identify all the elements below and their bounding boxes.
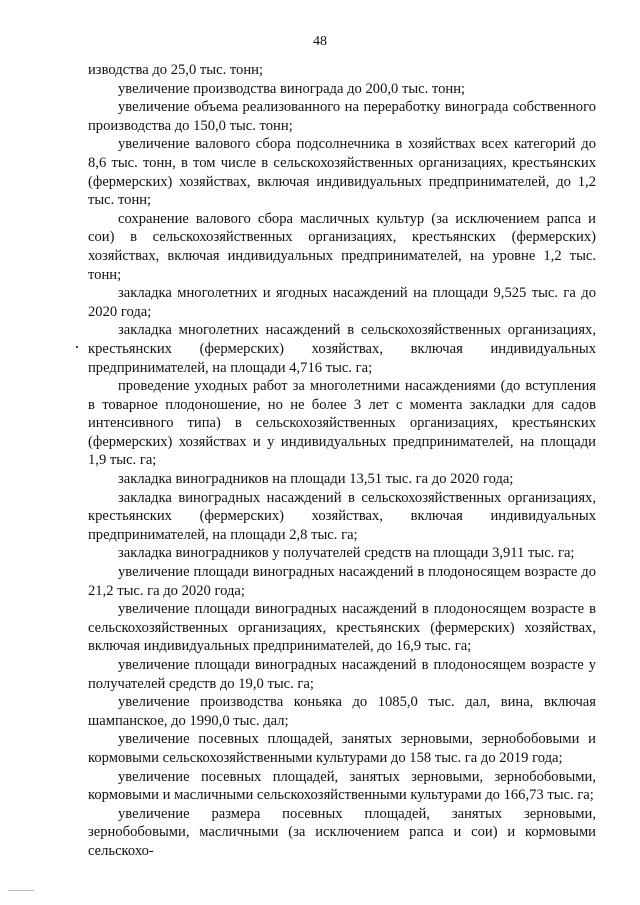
page-number: 48 bbox=[313, 34, 327, 49]
paragraph: увеличение площади виноградных насаждений в плодоносящем возрасте до 21,2 тыс. га до 2020 года; bbox=[88, 564, 596, 599]
paragraph: закладка многолетних и ягодных насаждений на площади 9,525 тыс. га до 2020 года; bbox=[88, 285, 596, 320]
paragraph: увеличение посевных площадей, занятых зерновыми, зернобобовыми и кормовыми сельскохозяйственными культурами до 158 тыс. га до 2019 года; bbox=[88, 731, 596, 766]
paragraph: увеличение производства винограда до 200,0 тыс. тонн; bbox=[118, 80, 466, 97]
paragraph: изводства до 25,0 тыс. тонн; bbox=[88, 62, 264, 78]
paragraph: увеличение производства коньяка до 1085,0 тыс. дал, вина, включая шампанское, до 1990,0 тыс. дал; bbox=[88, 694, 596, 729]
paragraph: увеличение площади виноградных насаждений в плодоносящем возрасте у получателей средств до 19,0 тыс. га; bbox=[88, 657, 596, 692]
margin-dot bbox=[76, 346, 78, 348]
paragraph: сохранение валового сбора масличных культур (за исключением рапса и сои) в сельскохозяйственных организациях, крестьянских (фермерских) хозяйствах, включая индивидуальных предпринимателей, на уровне 1,2 тыс. тонн; bbox=[88, 210, 596, 283]
scan-edge-mark bbox=[8, 890, 34, 891]
document-body bbox=[88, 61, 596, 861]
paragraph: увеличение объема реализованного на переработку винограда собственного производства до 150,0 тыс. тонн; bbox=[88, 99, 596, 134]
paragraph: увеличение площади виноградных насаждений в плодоносящем возрасте в сельскохозяйственных организациях, крестьянских (фермерских) хозяйствах, включая индивидуальных предпринимателей, до 16,9 тыс. га; bbox=[88, 601, 596, 655]
paragraph: увеличение размера посевных площадей, занятых зерновыми, зернобобовыми, масличными (за исключением рапса и сои) и кормовыми сельскохо- bbox=[88, 805, 596, 859]
paragraph: проведение уходных работ за многолетними насаждениями (до вступления в товарное плодоношение, но не более 3 лет с момента закладки для садов интенсивного типа) в сельскохозяйственных организациях, крестьянских (фермерских) хозяйствах и у индивидуальных предпринимателей, на площади 1,9 тыс. га; bbox=[88, 378, 596, 469]
paragraph: закладка виноградников у получателей средств на площади 3,911 тыс. га; bbox=[118, 545, 575, 562]
paragraph: закладка виноградников на площади 13,51 тыс. га до 2020 года; bbox=[118, 471, 514, 488]
paragraph: увеличение посевных площадей, занятых зерновыми, зернобобовыми, кормовыми и масличными сельскохозяйственными культурами до 166,73 тыс. га; bbox=[88, 768, 596, 804]
paragraph: закладка многолетних насаждений в сельскохозяйственных организациях, крестьянских (фермерских) хозяйствах, включая индивидуальных предпринимателей, на площади 4,716 тыс. га; bbox=[88, 322, 596, 376]
paragraph: закладка виноградных насаждений в сельскохозяйственных организациях, крестьянских (фермерских) хозяйствах, включая индивидуальных предпринимателей, на площади 2,8 тыс. га; bbox=[88, 489, 596, 543]
paragraph: увеличение валового сбора подсолнечника в хозяйствах всех категорий до 8,6 тыс. тонн, в том числе в сельскохозяйственных организациях, крестьянских (фермерских) хозяйствах, включая индивидуальных предпринимателей, до 1,2 тыс. тонн; bbox=[88, 136, 596, 209]
